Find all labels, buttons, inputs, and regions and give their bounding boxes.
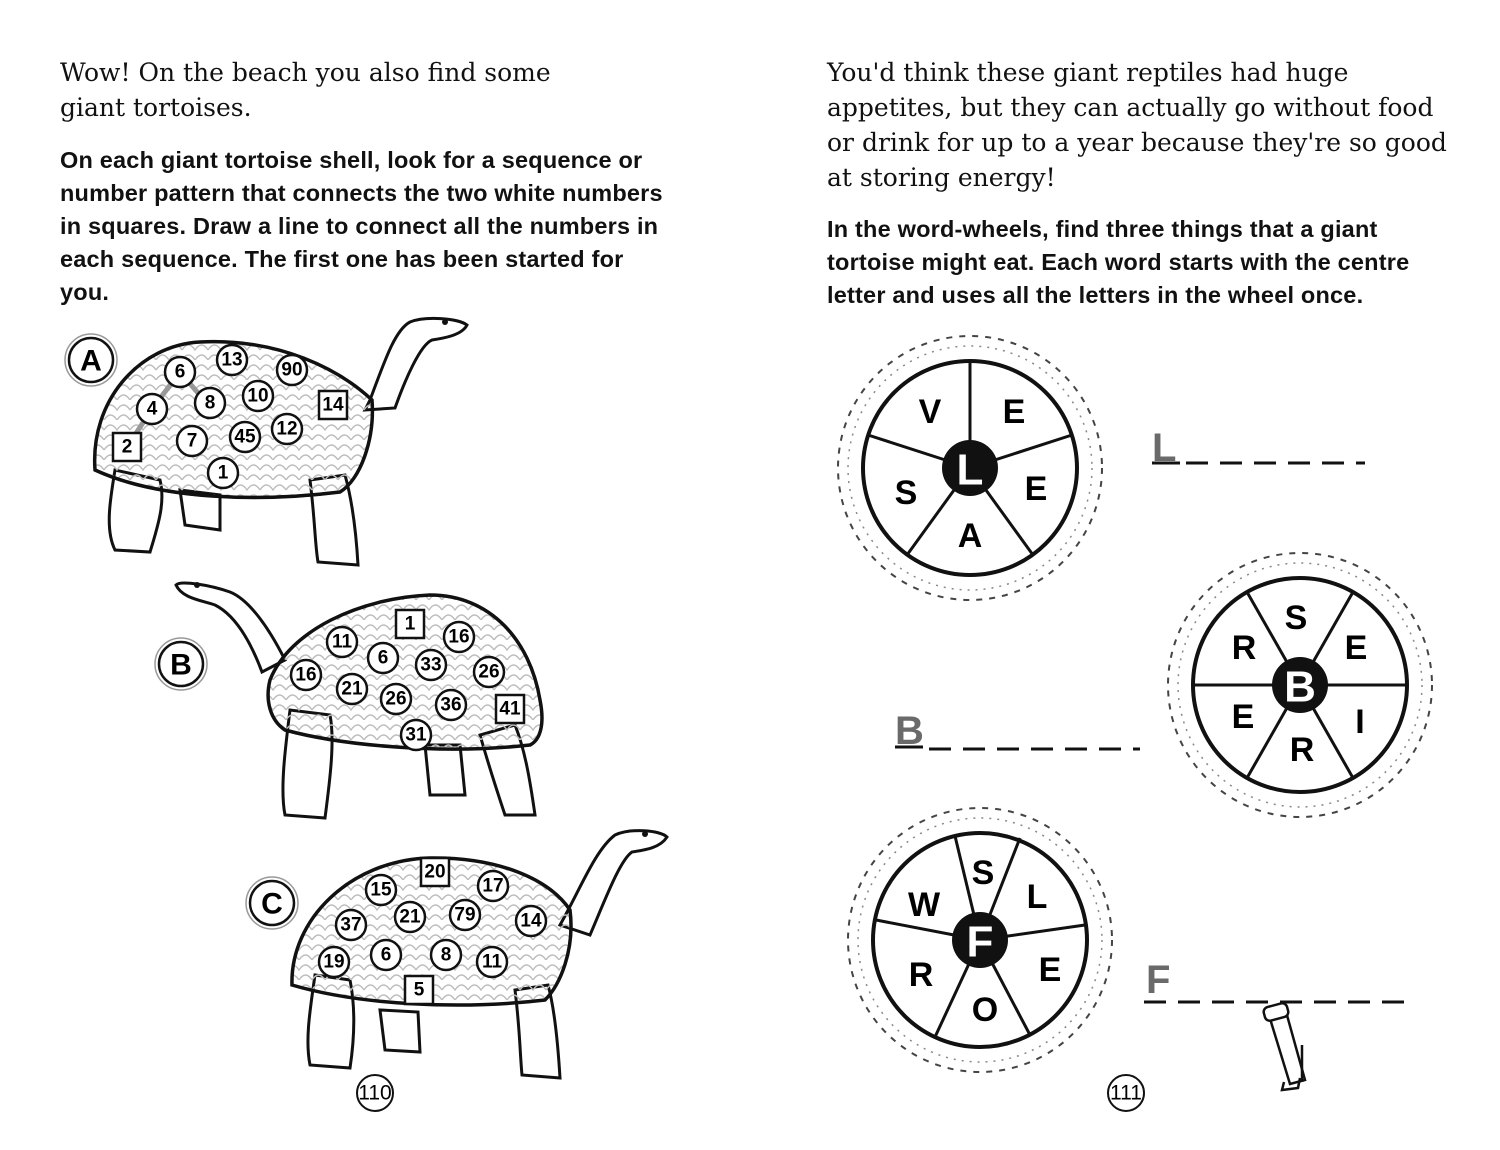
number-label: 14 — [322, 394, 344, 416]
number-label: 11 — [331, 631, 353, 653]
number-label: 15 — [370, 879, 392, 901]
number-label: 33 — [420, 654, 442, 676]
wheel-letter: I — [1355, 703, 1365, 741]
wheel-letter: E — [1038, 951, 1062, 989]
number-label: 31 — [405, 724, 427, 746]
answer-start-letter: L — [1152, 426, 1177, 470]
number-label: 16 — [295, 664, 317, 686]
number-label: 6 — [377, 647, 389, 669]
center-letter: B — [1284, 662, 1316, 712]
tortoise-a — [65, 318, 467, 565]
number-label: 21 — [399, 906, 421, 928]
number-label: 26 — [385, 688, 407, 710]
wheel-letter: A — [957, 517, 983, 555]
wheel-letter: E — [1002, 393, 1026, 431]
page-number: 110 — [358, 1081, 392, 1105]
word-wheel-l — [838, 336, 1102, 600]
number-label: 1 — [404, 613, 416, 635]
wheel-letter: O — [971, 991, 999, 1029]
tortoise-label: B — [170, 648, 192, 682]
wheel-letter: S — [971, 854, 995, 892]
number-label: 7 — [186, 430, 198, 452]
number-label: 12 — [276, 418, 298, 440]
number-label: 8 — [440, 944, 452, 966]
number-label: 19 — [323, 951, 345, 973]
number-label: 4 — [146, 398, 158, 420]
number-label: 41 — [499, 698, 521, 720]
number-label: 13 — [221, 349, 243, 371]
number-label: 8 — [204, 392, 216, 414]
number-label: 17 — [482, 875, 504, 897]
number-label: 20 — [424, 861, 446, 883]
wheel-letter: R — [908, 956, 934, 994]
page-number: 111 — [1110, 1081, 1142, 1105]
word-wheel-f — [848, 808, 1112, 1072]
number-label: 37 — [340, 914, 362, 936]
wheel-letter: L — [1026, 878, 1048, 916]
wheel-letter: E — [1231, 698, 1255, 736]
eye-icon — [442, 319, 448, 325]
number-label: 6 — [174, 361, 186, 383]
instructions-text: On each giant tortoise shell, look for a sequence or number pattern that connects the two white numbers in squares. Draw a line to connect all the numbers in each sequence. The first one has been started for you. — [60, 147, 663, 305]
answer-start-letter: F — [1146, 958, 1171, 1002]
eye-icon — [642, 831, 648, 837]
wheel-letter: E — [1344, 629, 1368, 667]
wheel-letter: S — [894, 474, 918, 512]
answer-start-letter: B — [895, 709, 924, 753]
number-label: 45 — [234, 426, 256, 448]
intro-text: Wow! On the beach you also find some giant tortoises. — [60, 58, 551, 122]
number-label: 2 — [121, 436, 133, 458]
center-letter: F — [966, 917, 994, 967]
number-label: 16 — [448, 626, 470, 648]
number-label: 1 — [217, 462, 229, 484]
wheel-letter: R — [1289, 731, 1315, 769]
number-label: 26 — [478, 661, 500, 683]
number-label: 21 — [341, 678, 363, 700]
number-label: 14 — [520, 910, 542, 932]
number-label: 10 — [247, 385, 269, 407]
number-label: 11 — [481, 951, 503, 973]
number-label: 6 — [380, 944, 392, 966]
number-label: 5 — [413, 979, 425, 1001]
instructions-text: In the word-wheels, find three things that a giant tortoise might eat. Each word starts with the centre letter and uses all the letters in the wheel once. — [827, 216, 1410, 308]
center-letter: L — [956, 445, 984, 495]
tortoise-label: A — [80, 344, 102, 378]
tortoise-c — [246, 831, 667, 1078]
wheel-letter: E — [1024, 470, 1048, 508]
number-label: 90 — [281, 359, 303, 381]
wheel-letter: V — [918, 393, 942, 431]
intro-text: You'd think these giant reptiles had huge appetites, but they can actually go without food or drink for up to a year because they're so good at storing energy! — [827, 58, 1447, 192]
tortoise-label: C — [261, 887, 283, 921]
number-label: 36 — [440, 694, 462, 716]
wheel-letter: W — [907, 886, 941, 924]
telescope-icon — [1263, 1002, 1305, 1090]
eye-icon — [194, 582, 200, 588]
wheel-letter: R — [1231, 629, 1257, 667]
number-label: 79 — [454, 904, 476, 926]
wheel-letter: S — [1284, 599, 1308, 637]
tortoise-b — [155, 582, 542, 818]
word-wheel-b — [1168, 553, 1432, 817]
